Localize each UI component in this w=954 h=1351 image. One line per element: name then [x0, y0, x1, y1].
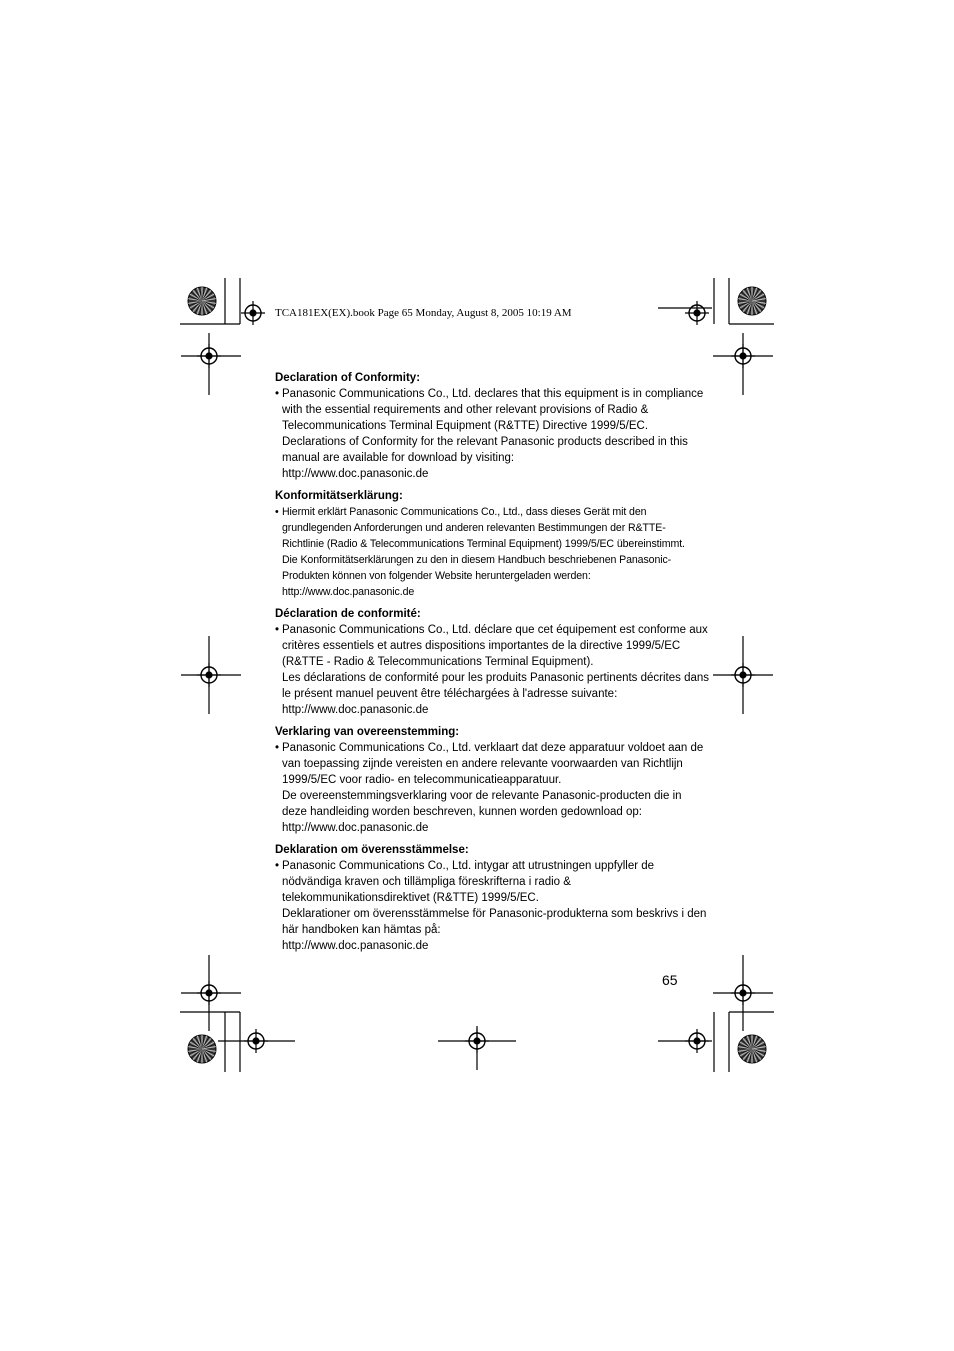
- declarations-content: [275, 370, 710, 960]
- section-konformitaetserklaerung: [275, 488, 685, 600]
- text-line: Les déclarations de conformité pour les produits Panasonic pertinents décrites dans: [282, 672, 710, 684]
- text-line: van toepassing zijnde vereisten en andere relevante voorwaarden van Richtlijn: [282, 758, 683, 770]
- bullet-icon: •: [275, 860, 280, 872]
- bullet-paragraph: [275, 740, 704, 836]
- section-heading: Deklaration om överensstämmelse:: [275, 844, 469, 856]
- text-line: grundlegenden Anforderungen und anderen relevanten Bestimmungen der R&TTE-: [282, 522, 666, 534]
- text-line: critères essentiels et autres dispositions importantes de la directive 1999/5/EC: [282, 640, 681, 652]
- text-line: manual are available for download by visiting:: [282, 452, 515, 464]
- text-line: nödvändiga kraven och tillämpliga föreskrifterna i radio &: [282, 876, 571, 888]
- bullet-paragraph: [275, 622, 710, 718]
- text-line: Hiermit erklärt Panasonic Communications Co., Ltd., dass dieses Gerät mit den: [282, 506, 647, 518]
- bullet-icon: •: [275, 388, 280, 400]
- text-line: with the essential requirements and other relevant provisions of Radio &: [282, 404, 649, 416]
- text-line: här handboken kan hämtas på:: [282, 924, 441, 936]
- text-line: deze handleiding worden beschreven, kunnen worden gedownload op:: [282, 806, 642, 818]
- text-line: Panasonic Communications Co., Ltd. verklaart dat deze apparatuur voldoet aan de: [282, 742, 704, 754]
- text-line: Produkten können von folgender Website heruntergeladen werden:: [282, 570, 591, 582]
- bullet-paragraph: [275, 504, 685, 600]
- url-line: http://www.doc.panasonic.de: [282, 940, 429, 952]
- text-line: Declarations of Conformity for the relevant Panasonic products described in this: [282, 436, 688, 448]
- page-number: 65: [662, 972, 678, 988]
- text-line: De overeenstemmingsverklaring voor de relevante Panasonic-producten die in: [282, 790, 682, 802]
- bullet-paragraph: [275, 386, 704, 482]
- text-line: Panasonic Communications Co., Ltd. déclare que cet équipement est conforme aux: [282, 624, 708, 636]
- section-declaration-of-conformity: [275, 370, 704, 482]
- bullet-icon: •: [275, 742, 280, 754]
- section-heading: Verklaring van overeenstemming:: [275, 726, 460, 738]
- bullet-paragraph: [275, 858, 707, 954]
- section-heading: Declaration of Conformity:: [275, 372, 421, 384]
- section-declaration-de-conformite: [275, 606, 710, 718]
- text-line: Die Konformitätserklärungen zu den in diesem Handbuch beschriebenen Panasonic-: [282, 554, 672, 566]
- section-verklaring-van-overeenstemming: [275, 724, 704, 836]
- text-line: (R&TTE - Radio & Telecommunications Terminal Equipment).: [282, 656, 594, 668]
- bullet-icon: •: [275, 506, 279, 518]
- text-line: le présent manuel peuvent être téléchargées à l'adresse suivante:: [282, 688, 618, 700]
- text-line: Deklarationer om överensstämmelse för Panasonic-produkterna som beskrivs i den: [282, 908, 707, 920]
- url-line: http://www.doc.panasonic.de: [282, 822, 429, 834]
- text-line: Richtlinie (Radio & Telecommunications Terminal Equipment) 1999/5/EC übereinstimmt.: [282, 538, 685, 550]
- url-line: http://www.doc.panasonic.de: [282, 704, 429, 716]
- section-heading: Déclaration de conformité:: [275, 608, 421, 620]
- section-heading: Konformitätserklärung:: [275, 490, 403, 502]
- url-line: http://www.doc.panasonic.de: [282, 586, 415, 598]
- text-line: Telecommunications Terminal Equipment (R&TTE) Directive 1999/5/EC.: [282, 420, 649, 432]
- text-line: 1999/5/EC voor radio- en telecommunicatieapparatuur.: [282, 774, 562, 786]
- print-header: TCA181EX(EX).book Page 65 Monday, August 8, 2005 10:19 AM: [275, 307, 572, 319]
- section-deklaration-om-overensstammelse: [275, 842, 707, 954]
- bullet-icon: •: [275, 624, 280, 636]
- text-line: telekommunikationsdirektivet (R&TTE) 1999/5/EC.: [282, 892, 539, 904]
- text-line: Panasonic Communications Co., Ltd. declares that this equipment is in compliance: [282, 388, 704, 400]
- url-line: http://www.doc.panasonic.de: [282, 468, 429, 480]
- text-line: Panasonic Communications Co., Ltd. intygar att utrustningen uppfyller de: [282, 860, 655, 872]
